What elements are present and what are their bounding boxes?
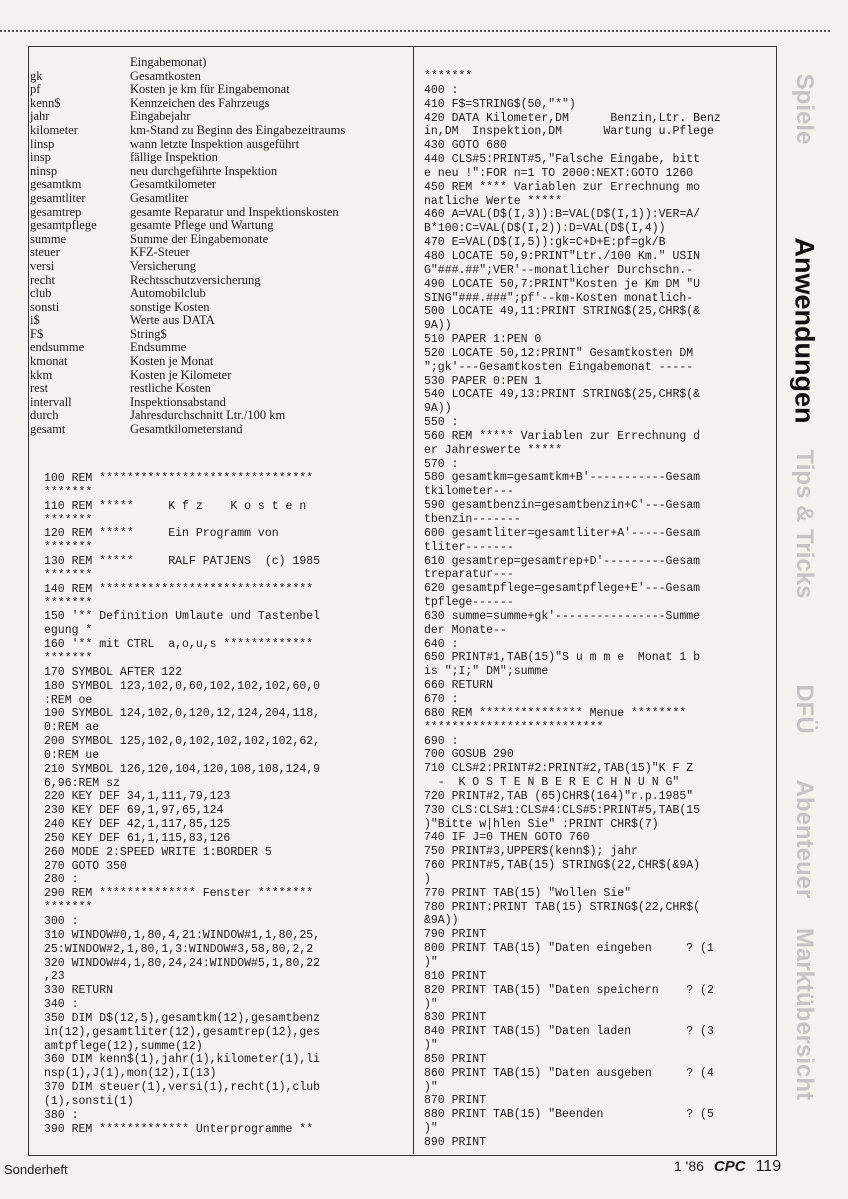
code-line: SING"###.###";pf'--km-Kosten monatlich-	[424, 291, 694, 305]
code-line: 870 PRINT	[424, 1094, 487, 1108]
code-line: 150 '** Definition Umlaute und Tastenbel	[44, 610, 321, 624]
variable-description: gesamte Reparatur und Inspektionskosten	[130, 204, 339, 219]
variable-row	[30, 423, 410, 437]
footer-edition: Sonderheft	[4, 1162, 68, 1177]
code-line: egung *	[44, 624, 93, 638]
variable-description: Inspektionsabstand	[130, 394, 226, 409]
column-divider	[413, 46, 414, 1154]
variable-row	[30, 260, 410, 274]
code-line: 310 WINDOW#0,1,80,4,21:WINDOW#1,1,80,25,	[44, 928, 321, 942]
code-line: 350 DIM D$(12,5),gesamtkm(12),gesamtbenz	[44, 1011, 321, 1025]
code-line: 740 IF J=0 THEN GOTO 760	[424, 831, 590, 845]
variable-row	[30, 396, 410, 410]
code-line: *******	[44, 513, 93, 527]
variable-name: kilometer	[30, 122, 78, 137]
code-line: 600 gesamtliter=gesamtliter+A'-----Gesam	[424, 526, 701, 540]
variable-name: kenn$	[30, 95, 61, 110]
code-line: ";gk'---Gesamtkosten Eingabemonat -----	[424, 360, 694, 374]
code-line: 850 PRINT	[424, 1052, 487, 1066]
variable-description: fällige Inspektion	[130, 150, 218, 165]
code-line: )"	[424, 1080, 438, 1094]
code-line: 810 PRINT	[424, 969, 487, 983]
code-line: treparatur---	[424, 568, 514, 582]
variable-description: Endsumme	[130, 340, 187, 355]
variable-name: F$	[30, 326, 44, 341]
variable-name: ninsp	[30, 163, 58, 178]
code-line: 640 :	[424, 637, 459, 651]
code-line: 320 WINDOW#4,1,80,24,24:WINDOW#5,1,80,22	[44, 956, 321, 970]
variable-name: gesamtkm	[30, 177, 82, 192]
code-line: 300 :	[44, 915, 79, 928]
code-line: 620 gesamtpflege=gesamtpflege+E'---Gesam	[424, 582, 701, 596]
code-line: in,DM Inspektion,DM Wartung u.Pflege	[424, 125, 714, 139]
code-line: 270 GOTO 350	[44, 859, 127, 873]
variable-description: String$	[130, 326, 167, 341]
variable-row	[30, 355, 410, 369]
code-line: 25:WINDOW#2,1,80,1,3:WINDOW#3,58,80,2,2	[44, 942, 314, 956]
code-line: 370 DIM steuer(1),versi(1),recht(1),club	[44, 1081, 321, 1095]
variable-row	[30, 192, 410, 206]
code-line: 9A))	[424, 402, 452, 416]
code-line: 820 PRINT TAB(15) "Daten speichern ? (2	[424, 983, 714, 997]
variable-name: steuer	[30, 245, 60, 260]
section-tab: Abenteuer	[791, 779, 818, 899]
variable-description: neu durchgeführte Inspektion	[130, 163, 278, 178]
code-line: 190 SYMBOL 124,102,0,120,12,124,204,118,	[44, 707, 321, 721]
code-line: 120 REM ***** Ein Programm von	[44, 527, 279, 541]
code-line: 360 DIM kenn$(1),jahr(1),kilometer(1),li	[44, 1053, 321, 1067]
code-line: 890 PRINT	[424, 1135, 487, 1149]
code-line: 9A))	[424, 319, 452, 333]
variable-description: Gesamtkilometerstand	[130, 422, 243, 437]
variable-name: rest	[30, 381, 49, 396]
variable-name: summe	[30, 231, 67, 246]
code-line: tbenzin-------	[424, 513, 521, 526]
code-line: 250 KEY DEF 61,1,115,83,126	[44, 831, 231, 845]
variable-row	[30, 301, 410, 315]
variable-name: i$	[30, 313, 40, 328]
code-line: )	[424, 872, 431, 886]
code-line: 700 GOSUB 290	[424, 748, 514, 762]
code-line: *******	[44, 901, 93, 915]
variable-description: Summe der Eingabemonate	[130, 231, 269, 246]
code-line: 160 '** mit CTRL a,o,u,s *************	[44, 638, 314, 652]
code-line: 610 gesamtrep=gesamtrep+D'---------Gesam	[424, 554, 701, 568]
code-line: 630 summe=summe+gk'----------------Summe	[424, 609, 701, 623]
code-listing-left	[44, 472, 406, 1137]
variable-row	[30, 138, 410, 152]
code-line: 400 :	[424, 83, 459, 97]
code-line: 830 PRINT	[424, 1011, 487, 1025]
code-line: 660 RETURN	[424, 679, 494, 693]
variable-description: Kennzeichen des Fahrzeugs	[130, 95, 270, 110]
code-line: )"	[424, 997, 438, 1011]
variable-name: pf	[30, 82, 41, 97]
code-line: 210 SYMBOL 126,120,104,120,108,108,124,9	[44, 762, 321, 776]
variable-row	[30, 341, 410, 355]
code-line: 670 :	[424, 692, 459, 706]
variable-name: jahr	[30, 109, 50, 124]
variable-name: recht	[30, 272, 55, 287]
variable-name: kmonat	[30, 354, 68, 369]
code-line: amtpflege(12),summe(12)	[44, 1039, 203, 1053]
code-line: 690 :	[424, 734, 459, 748]
code-line: 220 KEY DEF 34,1,111,79,123	[44, 790, 231, 804]
code-line: 570 :	[424, 457, 459, 471]
code-line: 260 MODE 2:SPEED WRITE 1:BORDER 5	[44, 845, 272, 859]
code-line: 680 REM *************** Menue ********	[424, 706, 687, 720]
code-line: 410 F$=STRING$(50,"*")	[424, 97, 576, 111]
variable-description: Jahresdurchschnitt Ltr./100 km	[130, 408, 286, 423]
code-line: 510 PAPER 1:PEN 0	[424, 333, 542, 347]
variable-rows	[30, 70, 410, 437]
code-line: 530 PAPER 0:PEN 1	[424, 374, 542, 388]
code-line: **************************	[424, 720, 604, 734]
section-tab: Anwendungen	[789, 237, 820, 424]
code-line: 110 REM ***** K f z K o s t e n	[44, 499, 307, 513]
code-line: nsp(1),J(1),mon(12),I(13)	[44, 1067, 217, 1081]
code-line: natliche Werte *****	[424, 194, 563, 208]
variable-description: wann letzte Inspektion ausgeführt	[130, 136, 300, 151]
variable-name: gesamtpflege	[30, 218, 97, 233]
code-line: 860 PRINT TAB(15) "Daten ausgeben ? (4	[424, 1066, 714, 1080]
code-line: )"	[424, 956, 438, 969]
variable-description: Gesamtkosten	[130, 68, 201, 83]
code-line: 100 REM *******************************	[44, 472, 314, 485]
code-line: 290 REM ************** Fenster ********	[44, 887, 314, 901]
code-line: (1),sonsti(1)	[44, 1094, 134, 1108]
variable-row	[30, 274, 410, 288]
variable-continuation-line: Eingabemonat)	[130, 55, 207, 69]
footer-brand: CPC	[713, 1158, 746, 1175]
code-line: *******	[424, 70, 473, 83]
code-line: 650 PRINT#1,TAB(15)"S u m m e Monat 1 b	[424, 651, 701, 665]
code-line: 590 gesamtbenzin=gesamtbenzin+C'---Gesam	[424, 499, 701, 513]
code-line: - K O S T E N B E R E C H N U N G"	[424, 776, 680, 790]
section-tab: Tips & Tricks	[791, 449, 818, 599]
code-line: 500 LOCATE 49,11:PRINT STRING$(25,CHR$(&	[424, 305, 701, 319]
code-line: tliter-------	[424, 540, 514, 554]
variable-row	[30, 151, 410, 165]
variable-description: Kosten je km für Eingabemonat	[130, 82, 290, 97]
code-line: 340 :	[44, 998, 79, 1012]
code-line: *******	[44, 651, 93, 665]
code-line: tkilometer---	[424, 485, 514, 499]
code-line: B*100:C=VAL(D$(I,2)):D=VAL(D$(I,4))	[424, 222, 666, 236]
variable-name: kkm	[30, 367, 53, 382]
code-line: G"###.##";VER'--monatlicher Durchschn.-	[424, 263, 694, 277]
variable-name: intervall	[30, 394, 72, 409]
variable-description: Eingabejahr	[130, 109, 191, 124]
variable-name: durch	[30, 408, 59, 423]
variable-name: gesamtliter	[30, 190, 86, 205]
variable-description: KFZ-Steuer	[130, 245, 190, 260]
variable-description: sonstige Kosten	[130, 299, 210, 314]
variable-description: Rechtsschutzversicherung	[130, 272, 261, 287]
code-line: *******	[44, 596, 93, 610]
code-line: ,23	[44, 970, 65, 984]
variable-table	[30, 56, 410, 437]
code-line: 430 GOTO 680	[424, 139, 507, 153]
code-line: er Jahreswerte *****	[424, 443, 563, 457]
variable-name: sonsti	[30, 299, 60, 314]
code-line: )"	[424, 1039, 438, 1053]
code-line: 330 RETURN	[44, 984, 114, 998]
code-line: 750 PRINT#3,UPPER$(kenn$); jahr	[424, 845, 638, 859]
code-line: 520 LOCATE 50,12:PRINT" Gesamtkosten DM	[424, 346, 694, 360]
code-line: 180 SYMBOL 123,102,0,60,102,102,102,60,0	[44, 679, 321, 693]
code-line: 790 PRINT	[424, 928, 487, 942]
code-line: 580 gesamtkm=gesamtkm+B'-----------Gesam	[424, 471, 701, 485]
variable-description: Kosten je Monat	[130, 354, 214, 369]
code-line: 710 CLS#2:PRINT#2:PRINT#2,TAB(15)"K F Z	[424, 762, 694, 776]
variable-description: Gesamtkilometer	[130, 177, 217, 192]
variable-description: km-Stand zu Beginn des Eingabezeitraums	[130, 122, 346, 137]
code-line: 720 PRINT#2,TAB (65)CHR$(164)"r.p.1985"	[424, 789, 694, 803]
variable-name: insp	[30, 150, 51, 165]
code-line: 770 PRINT TAB(15) "Wollen Sie"	[424, 886, 632, 900]
variable-name: club	[30, 286, 52, 301]
code-line: *******	[44, 568, 93, 582]
code-line: 170 SYMBOL AFTER 122	[44, 665, 183, 679]
code-line: 420 DATA Kilometer,DM Benzin,Ltr. Benz	[424, 111, 721, 125]
variable-row	[30, 110, 410, 124]
page-number: 119	[755, 1158, 782, 1175]
code-line: 200 SYMBOL 125,102,0,102,102,102,102,62,	[44, 735, 321, 749]
variable-row	[30, 314, 410, 328]
code-line: *******	[44, 541, 93, 555]
code-line: is ";I;" DM";summe	[424, 665, 549, 679]
variable-name: linsp	[30, 136, 55, 151]
code-line: tpflege------	[424, 596, 514, 610]
code-line: 880 PRINT TAB(15) "Beenden ? (5	[424, 1108, 714, 1122]
code-line: *******	[44, 485, 93, 499]
variable-description: Gesamtliter	[130, 190, 189, 205]
footer-issue: 1 '86	[674, 1158, 704, 1174]
code-line: 140 REM *******************************	[44, 582, 314, 596]
variable-row	[30, 369, 410, 383]
variable-description: gesamte Pflege und Wartung	[130, 218, 274, 233]
code-line: 6,96:REM sz	[44, 776, 120, 790]
code-line: 730 CLS:CLS#1:CLS#4:CLS#5:PRINT#5,TAB(15	[424, 803, 701, 817]
variable-row	[30, 70, 410, 84]
variable-row	[30, 382, 410, 396]
code-line: )"	[424, 1122, 438, 1136]
code-line: &9A))	[424, 914, 459, 928]
code-line: 470 E=VAL(D$(I,5)):gk=C+D+E:pf=gk/B	[424, 236, 666, 250]
variable-description: Kosten je Kilometer	[130, 367, 232, 382]
code-line: 390 REM ************* Unterprogramme **	[44, 1122, 314, 1136]
variable-row	[30, 246, 410, 260]
code-line: in(12),gesamtliter(12),gesamtrep(12),ges	[44, 1025, 321, 1039]
code-line: 0:REM ue	[44, 748, 100, 762]
code-line: 560 REM ***** Variablen zur Errechnung d	[424, 429, 701, 443]
top-dotted-rule	[0, 30, 830, 32]
footer-page-info	[674, 1158, 781, 1176]
code-line: :REM oe	[44, 693, 93, 707]
section-sidebar	[780, 70, 828, 1170]
code-line: 240 KEY DEF 42,1,117,85,125	[44, 818, 231, 832]
code-line: 480 LOCATE 50,9:PRINT"Ltr./100 Km." USIN	[424, 249, 701, 263]
section-tab: Spiele	[791, 73, 818, 145]
variable-name: gk	[30, 68, 43, 83]
variable-row	[30, 219, 410, 233]
variable-row	[30, 233, 410, 247]
section-tab: DFÜ	[791, 684, 818, 734]
code-listing-right	[424, 70, 774, 1150]
variable-name: endsumme	[30, 340, 85, 355]
code-line: 130 REM ***** RALF PATJENS (c) 1985	[44, 555, 321, 569]
variable-description: Automobilclub	[130, 286, 206, 301]
code-line: )"Bitte w|hlen Sie" :PRINT CHR$(7)	[424, 817, 659, 831]
code-line: 760 PRINT#5,TAB(15) STRING$(22,CHR$(&9A)	[424, 859, 701, 873]
variable-description: Werte aus DATA	[130, 313, 215, 328]
variable-row	[30, 328, 410, 342]
code-line: der Monate--	[424, 623, 507, 637]
variable-description: restliche Kosten	[130, 381, 211, 396]
code-line: 0:REM ae	[44, 721, 100, 735]
code-line: 280 :	[44, 873, 79, 887]
variable-row	[30, 165, 410, 179]
variable-row	[30, 409, 410, 423]
variable-row	[30, 287, 410, 301]
variable-row	[30, 178, 410, 192]
code-line: 490 LOCATE 50,7:PRINT"Kosten je Km DM "U	[424, 277, 701, 291]
variable-name: versi	[30, 258, 55, 273]
code-line: 540 LOCATE 49,13:PRINT STRING$(25,CHR$(&	[424, 388, 701, 402]
variable-description: Versicherung	[130, 258, 196, 273]
variable-row	[30, 83, 410, 97]
code-line: 440 CLS#5:PRINT#5,"Falsche Eingabe, bitt	[424, 153, 701, 167]
variable-row	[30, 206, 410, 220]
code-line: 550 :	[424, 416, 459, 430]
code-line: 230 KEY DEF 69,1,97,65,124	[44, 804, 224, 818]
variable-name: gesamt	[30, 422, 66, 437]
variable-row	[30, 124, 410, 138]
code-line: e neu !":FOR n=1 TO 2000:NEXT:GOTO 1260	[424, 166, 694, 180]
variable-name: gesamtrep	[30, 204, 82, 219]
code-line: 460 A=VAL(D$(I,3)):B=VAL(D$(I,1)):VER=A/	[424, 208, 701, 222]
section-tab: Marktübersicht	[791, 927, 818, 1101]
code-line: 380 :	[44, 1108, 79, 1122]
code-line: 800 PRINT TAB(15) "Daten eingeben ? (1	[424, 942, 714, 956]
code-line: 840 PRINT TAB(15) "Daten laden ? (3	[424, 1025, 714, 1039]
code-line: 450 REM **** Variablen zur Errechnung mo	[424, 180, 701, 194]
variable-row	[30, 97, 410, 111]
code-line: 780 PRINT:PRINT TAB(15) STRING$(22,CHR$(	[424, 900, 701, 914]
